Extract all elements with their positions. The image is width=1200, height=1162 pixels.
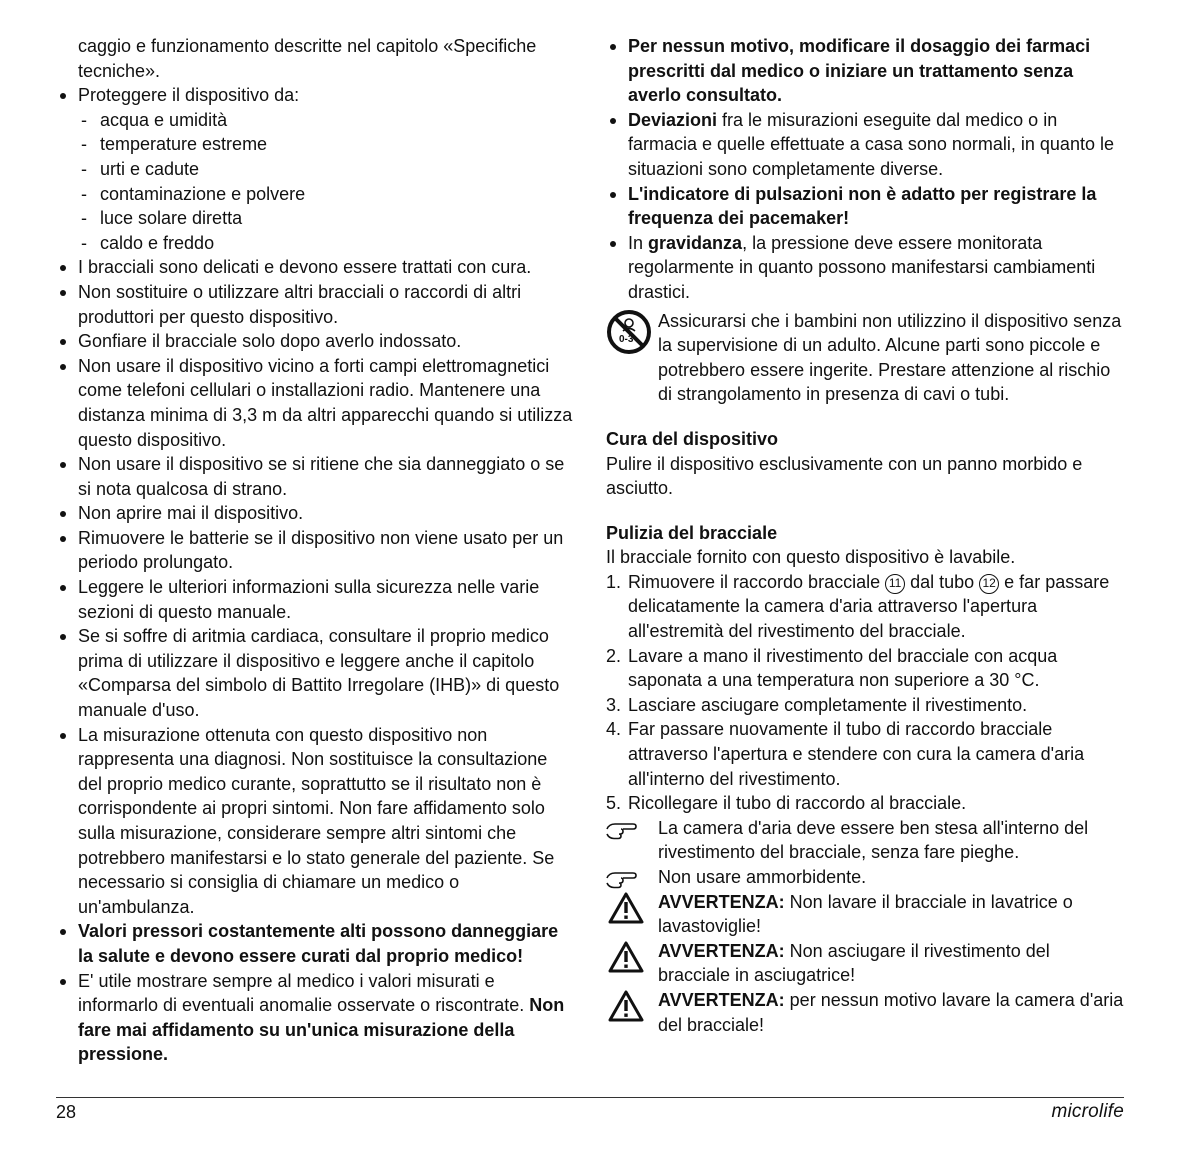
care-text: Pulire il dispositivo esclusivamente con un panno morbido e asciutto. xyxy=(606,453,1083,499)
step-text: Lasciare asciugare completamente il rivestimento. xyxy=(628,694,1028,715)
left-column xyxy=(56,34,576,1067)
safety-list-continued xyxy=(606,34,1124,305)
list-item-text: , la pressione deve essere monitorata regolarmente in quanto possono manifestarsi cambiamenti drastici. xyxy=(628,232,1096,302)
warning-label: AVVERTENZA: xyxy=(658,989,785,1010)
list-item-text: E' utile mostrare sempre al medico i valori misurati e informarlo di eventuali anomalie osservate o riscontrate. xyxy=(78,970,530,1016)
list-item: - luce solare diretta xyxy=(81,206,576,231)
list-item xyxy=(606,693,1124,718)
step-text: Ricollegare il tubo di raccordo al bracciale. xyxy=(628,793,967,814)
warning xyxy=(606,890,1124,939)
protect-lead: Proteggere il dispositivo da: xyxy=(78,85,300,106)
list-item: Leggere le ulteriori informazioni sulla sicurezza nelle varie sezioni di questo manuale. xyxy=(56,575,576,624)
list-item: Non aprire mai il dispositivo. xyxy=(56,501,576,526)
care-heading: Cura del dispositivo xyxy=(606,428,779,449)
warning-text: Non lavare il bracciale in lavatrice o lavastoviglie! xyxy=(658,891,1073,937)
brand-logo: microlife xyxy=(1051,1101,1124,1122)
note xyxy=(606,816,1124,865)
list-item xyxy=(606,231,1124,305)
step-text: e far passare delicatamente la camera d'aria attraverso l'apertura all'estremità del rivestimento del bracciale. xyxy=(628,571,1110,642)
list-item-bold: Non fare mai affidamento su un'unica misurazione della pressione. xyxy=(78,995,565,1065)
list-item: Valori pressori costantemente alti possono danneggiare la salute e devono essere curati dal proprio medico! xyxy=(56,919,576,968)
step-number: 2. xyxy=(606,645,622,666)
list-item: Rimuovere le batterie se il dispositivo non viene usato per un periodo prolungato. xyxy=(56,526,576,575)
list-item: Non usare il dispositivo se si ritiene che sia danneggiato o se si nota qualcosa di strano. xyxy=(56,452,576,501)
list-item: I bracciali sono delicati e devono essere trattati con cura. xyxy=(56,255,576,280)
step-text: Lavare a mano il rivestimento del bracciale con acqua saponata a una temperatura non superiore a 30 °C. xyxy=(628,645,1058,691)
warning-triangle-icon xyxy=(608,941,644,973)
note-text: Non usare ammorbidente. xyxy=(658,867,867,887)
list-item: - temperature estreme xyxy=(81,132,576,157)
list-item xyxy=(606,108,1124,182)
step-number: 1. xyxy=(606,571,622,592)
step-text: Far passare nuovamente il tubo di raccordo bracciale attraverso l'apertura e stendere con cura la camera d'aria all'interno del rivestimento. xyxy=(628,719,1085,789)
warning-text: per nessun motivo lavare la camera d'aria del bracciale! xyxy=(658,989,1124,1035)
warning-triangle-icon xyxy=(608,892,644,924)
list-item xyxy=(606,570,1124,644)
cuff-intro: Il bracciale fornito con questo dispositivo è lavabile. xyxy=(606,547,1016,568)
step-text: dal tubo xyxy=(905,571,980,592)
note xyxy=(606,865,1124,890)
pointing-hand-icon xyxy=(606,867,638,889)
reference-number: 11 xyxy=(885,574,905,594)
right-column xyxy=(606,34,1124,1037)
warning xyxy=(606,988,1124,1037)
list-item xyxy=(606,791,1124,816)
intro-text: caggio e funzionamento descritte nel capitolo «Specifiche tecniche». xyxy=(78,36,537,81)
list-item xyxy=(606,644,1124,693)
cuff-heading: Pulizia del bracciale xyxy=(606,522,778,543)
step-number: 5. xyxy=(606,793,622,814)
list-item-bold: Deviazioni xyxy=(628,109,718,130)
list-item: Non sostituire o utilizzare altri bracciali o raccordi di altri produttori per questo dispositivo. xyxy=(56,280,576,329)
list-item xyxy=(606,717,1124,791)
child-warning xyxy=(606,309,1124,407)
list-item: - contaminazione e polvere xyxy=(81,182,576,207)
list-item-text: In xyxy=(628,232,649,253)
list-item: - acqua e umidità xyxy=(81,108,576,133)
page-number: 28 xyxy=(56,1102,77,1122)
footer-divider xyxy=(56,1097,1124,1098)
list-item: Gonfiare il bracciale solo dopo averlo indossato. xyxy=(56,329,576,354)
note-text: La camera d'aria deve essere ben stesa all'interno del rivestimento del bracciale, senza fare pieghe. xyxy=(658,817,1089,863)
list-item: - caldo e freddo xyxy=(81,231,576,256)
child-icon-label: 0-3 xyxy=(619,333,634,345)
warning xyxy=(606,939,1124,988)
warning-text: Non asciugare il rivestimento del bracciale in asciugatrice! xyxy=(658,940,1050,986)
list-item-text: fra le misurazioni eseguite dal medico o in farmacia e quelle effettuate a casa sono normali, in quanto le situazioni sono completamente diverse. xyxy=(628,109,1114,179)
step-number: 3. xyxy=(606,694,622,715)
list-item: Se si soffre di aritmia cardiaca, consultare il proprio medico prima di utilizzare il dispositivo e leggere anche il capitolo «Comparsa del simbolo di Battito Irregolare (IHB)» di questo manuale d'uso. xyxy=(56,624,576,722)
warning-label: AVVERTENZA: xyxy=(658,891,785,912)
list-item xyxy=(56,969,576,1067)
child-warning-text: Assicurarsi che i bambini non utilizzino il dispositivo senza la supervisione di un adulto. Alcune parti sono piccole e potrebbero essere ingerite. Prestare attenzione al rischio di strangolamento in presenza di cavi o tubi. xyxy=(658,310,1122,405)
list-item-bold: gravidanza xyxy=(648,232,743,253)
list-item: - urti e cadute xyxy=(81,157,576,182)
list-item xyxy=(56,83,576,255)
step-text: Rimuovere il raccordo bracciale xyxy=(628,571,886,592)
warning-triangle-icon xyxy=(608,990,644,1022)
no-children-0-3-icon xyxy=(606,309,652,355)
step-number: 4. xyxy=(606,719,622,740)
protect-sublist xyxy=(78,108,576,256)
list-item: L'indicatore di pulsazioni non è adatto per registrare la frequenza dei pacemaker! xyxy=(606,182,1124,231)
safety-list xyxy=(56,83,576,1067)
list-item: Per nessun motivo, modificare il dosaggio dei farmaci prescritti dal medico o iniziare un trattamento senza averlo consultato. xyxy=(606,34,1124,108)
list-item: Non usare il dispositivo vicino a forti campi elettromagnetici come telefoni cellulari o installazioni radio. Mantenere una distanza minima di 3,3 m da altri apparecchi quando si utilizza questo dispositivo. xyxy=(56,354,576,452)
warning-label: AVVERTENZA: xyxy=(658,940,785,961)
pointing-hand-icon xyxy=(606,818,638,840)
reference-number: 12 xyxy=(979,574,999,594)
list-item: La misurazione ottenuta con questo dispositivo non rappresenta una diagnosi. Non sostituisce la consultazione del proprio medico curante, soprattutto se il risultato non è corrispondente ai propri sintomi. Non fare affidamento solo sulla misurazione, considerare sempre altri sintomi che potrebbero manifestarsi e lo stato generale del paziente. Se necessario si consiglia di chiamare un medico o un'ambulanza. xyxy=(56,723,576,920)
cleaning-steps xyxy=(606,570,1124,816)
